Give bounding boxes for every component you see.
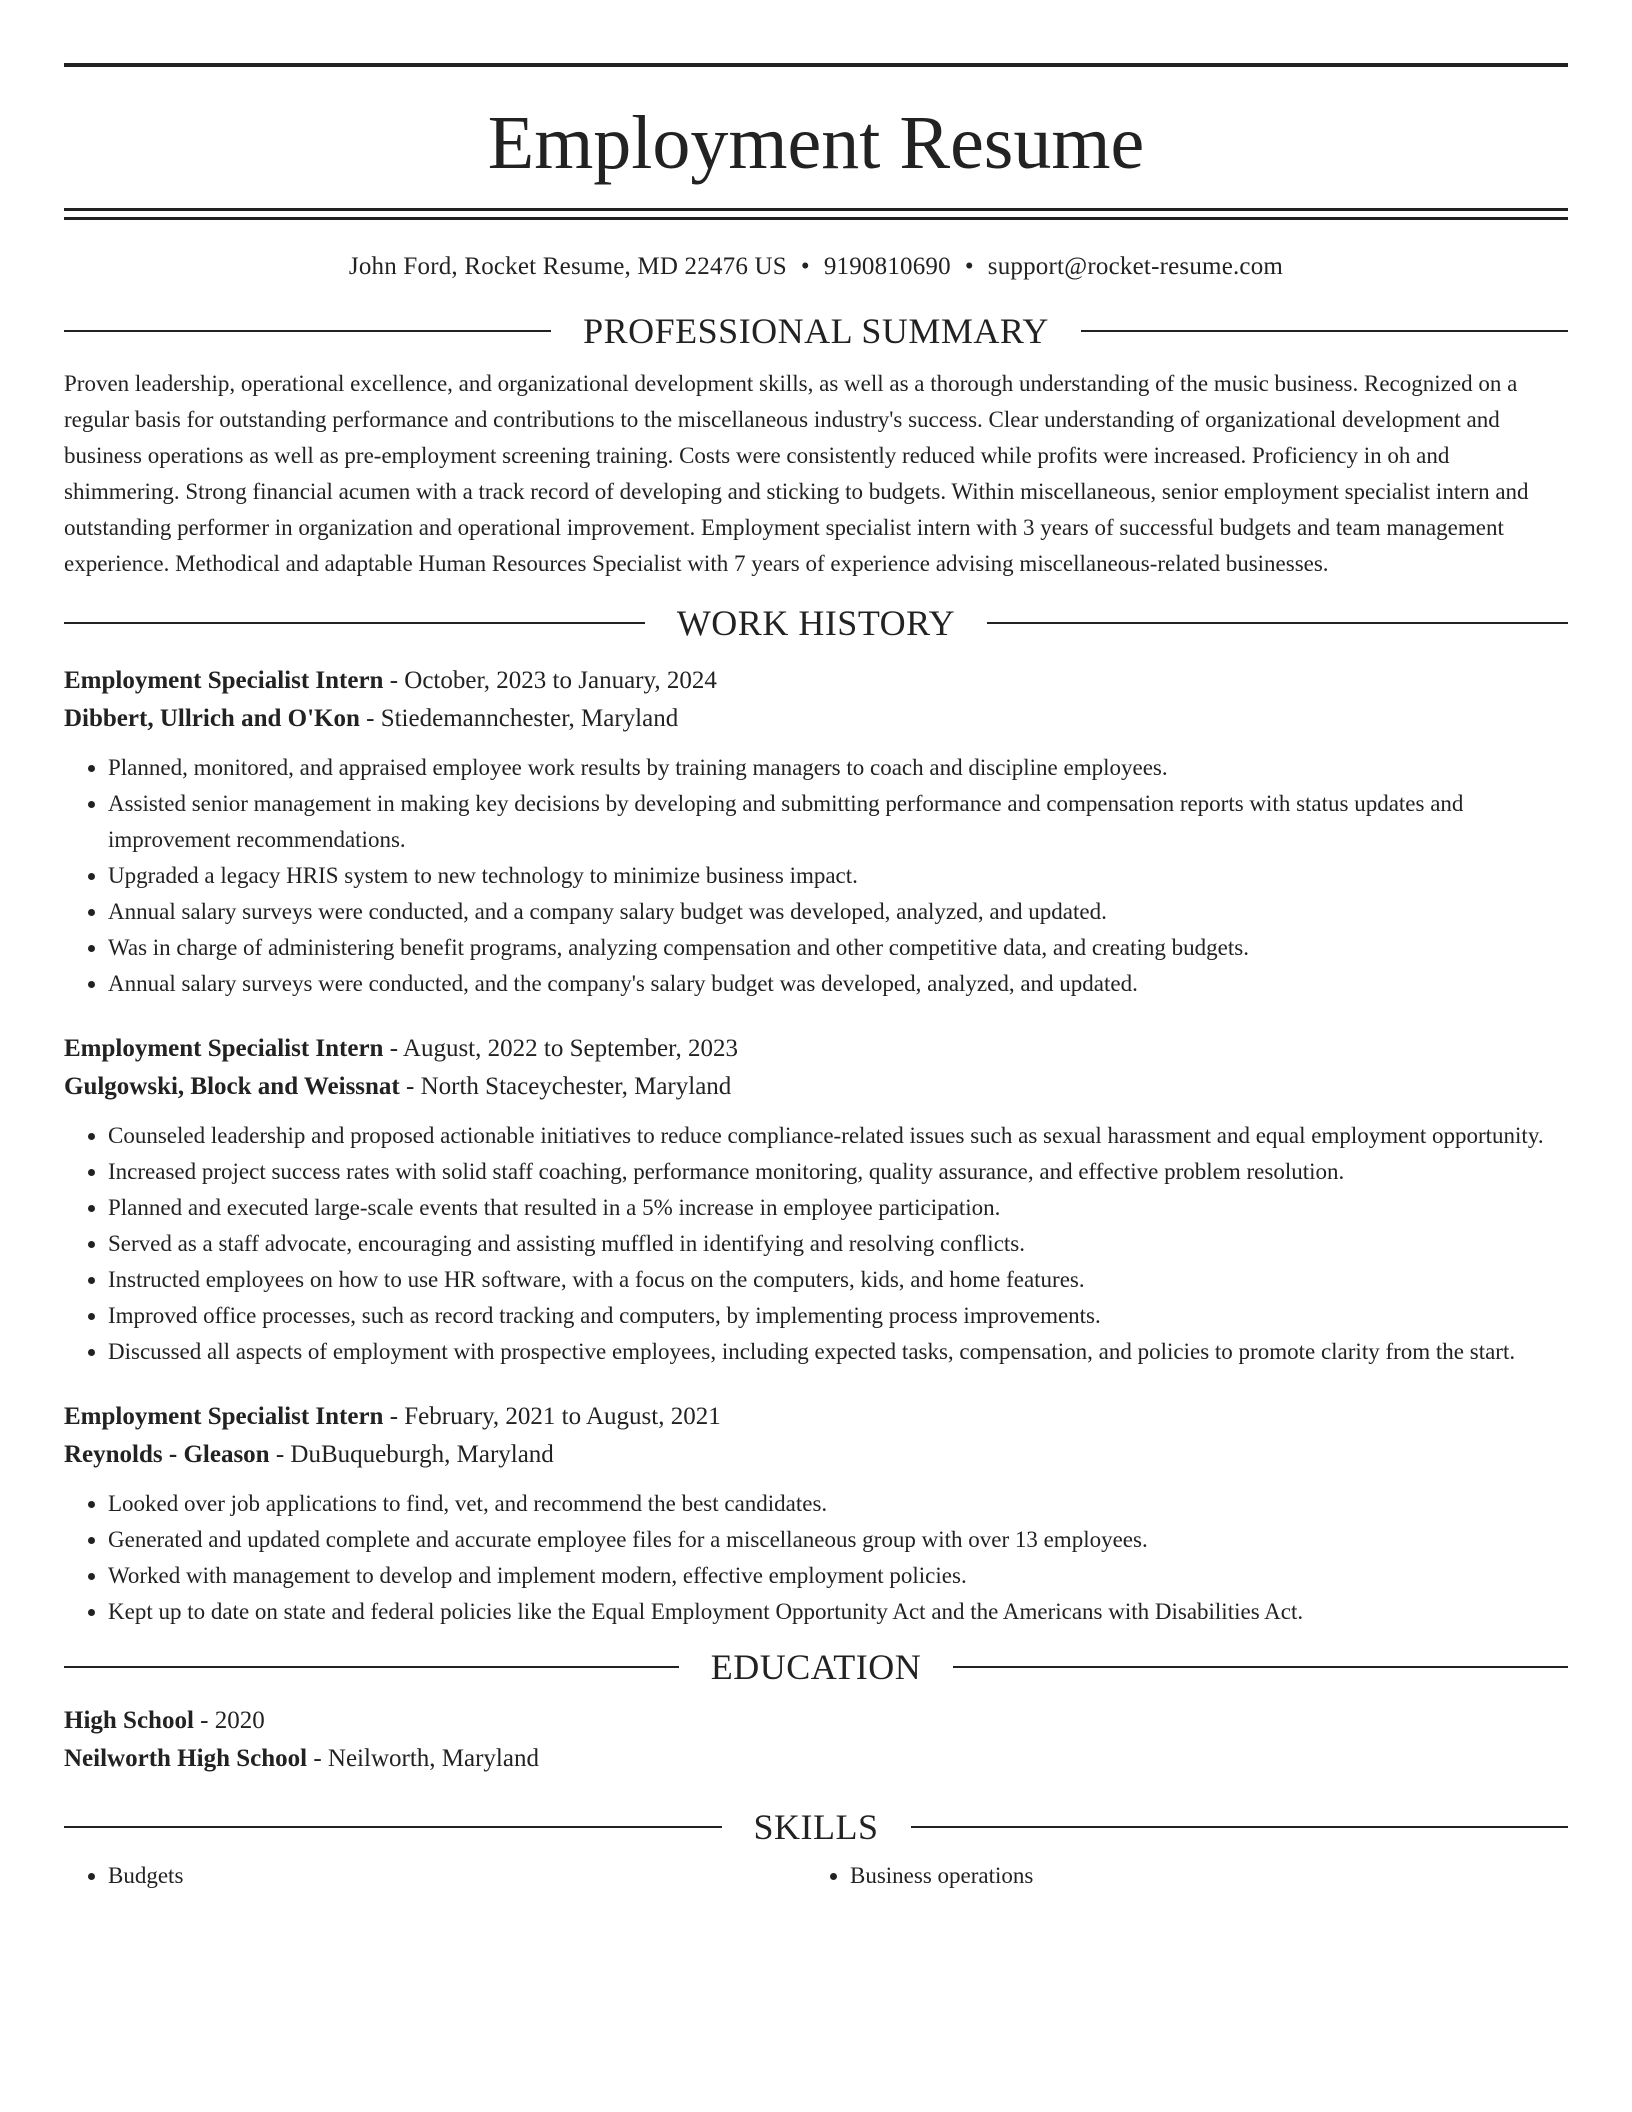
section-heading-label: WORK HISTORY	[676, 603, 956, 643]
list-item: • Kept up to date on state and federal policies like the Equal Employment Opportunity Act and the Americans with Disabilities Act.	[108, 1594, 1568, 1630]
list-item: • Planned, monitored, and appraised employee work results by training managers to coach and discipline employees.	[108, 750, 1568, 786]
job-title-line	[64, 662, 1568, 700]
section-heading-label: PROFESSIONAL SUMMARY	[583, 311, 1049, 351]
job-entry	[64, 1030, 1568, 1370]
list-item: • Improved office processes, such as record tracking and computers, by implementing process improvements.	[108, 1298, 1568, 1334]
job-company: Reynolds - Gleason	[64, 1441, 270, 1468]
job-dates: - February, 2021 to August, 2021	[383, 1403, 721, 1430]
job-title: Employment Specialist Intern	[64, 667, 384, 694]
heading-rule-right	[987, 622, 1568, 624]
job-bullets	[64, 1486, 1568, 1630]
section-heading-work-history	[64, 600, 1568, 646]
contact-separator: •	[964, 253, 974, 280]
list-item: • Discussed all aspects of employment with prospective employees, including expected tasks, compensation, and policies to promote clarity from the start.	[108, 1334, 1568, 1370]
job-location: - DuBuqueburgh, Maryland	[269, 1441, 554, 1468]
job-dates: - October, 2023 to January, 2024	[383, 667, 717, 694]
list-item: • Increased project success rates with solid staff coaching, performance monitoring, quality assurance, and effective problem resolution.	[108, 1154, 1568, 1190]
section-heading-label: EDUCATION	[710, 1647, 922, 1687]
skill-item: • Budgets	[108, 1858, 806, 1894]
job-dates: - August, 2022 to September, 2023	[383, 1035, 738, 1062]
heading-rule-left	[64, 1826, 722, 1828]
section-heading-summary	[64, 308, 1568, 354]
job-entry	[64, 1398, 1568, 1630]
page-title: Employment Resume	[487, 101, 1145, 185]
education-location: - Neilworth, Maryland	[307, 1745, 539, 1772]
education-degree: High School	[64, 1707, 194, 1734]
list-item: • Looked over job applications to find, vet, and recommend the best candidates.	[108, 1486, 1568, 1522]
job-entry	[64, 662, 1568, 1002]
education-degree-line	[64, 1702, 1568, 1740]
skills-column-right	[806, 1858, 1548, 1894]
list-item: • Worked with management to develop and implement modern, effective employment policies.	[108, 1558, 1568, 1594]
job-title: Employment Specialist Intern	[64, 1035, 384, 1062]
contact-line	[64, 252, 1568, 282]
heading-rule-right	[1081, 330, 1568, 332]
heading-rule-right	[911, 1826, 1569, 1828]
job-company: Gulgowski, Block and Weissnat	[64, 1073, 400, 1100]
section-heading-skills	[64, 1804, 1568, 1850]
list-item: • Annual salary surveys were conducted, and a company salary budget was developed, analyzed, and updated.	[108, 894, 1568, 930]
contact-email: support@rocket-resume.com	[987, 253, 1284, 280]
heading-rule-left	[64, 622, 645, 624]
job-title: Employment Specialist Intern	[64, 1403, 384, 1430]
section-heading-education	[64, 1644, 1568, 1690]
education-entry	[64, 1702, 1568, 1778]
job-bullets	[64, 1118, 1568, 1370]
job-bullets	[64, 750, 1568, 1002]
job-title-line	[64, 1030, 1568, 1068]
resume-page	[64, 0, 1568, 1894]
list-item: • Planned and executed large-scale events that resulted in a 5% increase in employee participation.	[108, 1190, 1568, 1226]
education-school: Neilworth High School	[64, 1745, 308, 1772]
list-item: • Assisted senior management in making key decisions by developing and submitting performance and compensation reports with status updates and improvement recommendations.	[108, 786, 1568, 858]
contact-address: John Ford, Rocket Resume, MD 22476 US	[348, 253, 787, 280]
education-school-line	[64, 1740, 1568, 1778]
list-item: • Served as a staff advocate, encouraging and assisting muffled in identifying and resolving conflicts.	[108, 1226, 1568, 1262]
section-heading-label: SKILLS	[753, 1807, 879, 1847]
contact-phone: 9190810690	[823, 253, 951, 280]
list-item: • Generated and updated complete and accurate employee files for a miscellaneous group with over 13 employees.	[108, 1522, 1568, 1558]
list-item: • Annual salary surveys were conducted, and the company's salary budget was developed, analyzed, and updated.	[108, 966, 1568, 1002]
contact-separator: •	[800, 253, 810, 280]
job-location: - North Staceychester, Maryland	[399, 1073, 732, 1100]
heading-rule-right	[953, 1666, 1568, 1668]
list-item: • Instructed employees on how to use HR software, with a focus on the computers, kids, and home features.	[108, 1262, 1568, 1298]
job-title-line	[64, 1398, 1568, 1436]
list-item: • Was in charge of administering benefit programs, analyzing compensation and other competitive data, and creating budgets.	[108, 930, 1568, 966]
skills-list	[64, 1858, 1568, 1894]
title-double-rule	[64, 208, 1568, 220]
summary-text: Proven leadership, operational excellence, and organizational development skills, as well as a thorough understanding of the music business. Recognized on a regular basis for outstanding performance and contributions to the miscellaneous industry's success. Clear understanding of organizational development and business operations as well as pre-employment screening training. Costs were consistently reduced while profits were increased. Proficiency in oh and shimmering. Strong financial acumen with a track record of developing and sticking to budgets. Within miscellaneous, senior employment specialist intern and outstanding performer in organization and operational improvement. Employment specialist intern with 3 years of successful budgets and team management experience. Methodical and adaptable Human Resources Specialist with 7 years of experience advising miscellaneous-related businesses.	[64, 371, 1529, 576]
education-year: - 2020	[193, 1707, 265, 1734]
job-company-line	[64, 1068, 1568, 1106]
job-company-line	[64, 1436, 1568, 1474]
skills-column-left	[64, 1858, 806, 1894]
job-location: - Stiedemannchester, Maryland	[359, 705, 679, 732]
list-item: • Upgraded a legacy HRIS system to new technology to minimize business impact.	[108, 858, 1568, 894]
heading-rule-left	[64, 330, 551, 332]
job-company: Dibbert, Ullrich and O'Kon	[64, 705, 360, 732]
skill-item: • Business operations	[850, 1858, 1548, 1894]
heading-rule-left	[64, 1666, 679, 1668]
list-item: • Counseled leadership and proposed actionable initiatives to reduce compliance-related issues such as sexual harassment and equal employment opportunity.	[108, 1118, 1568, 1154]
top-rule	[64, 63, 1568, 67]
job-company-line	[64, 700, 1568, 738]
